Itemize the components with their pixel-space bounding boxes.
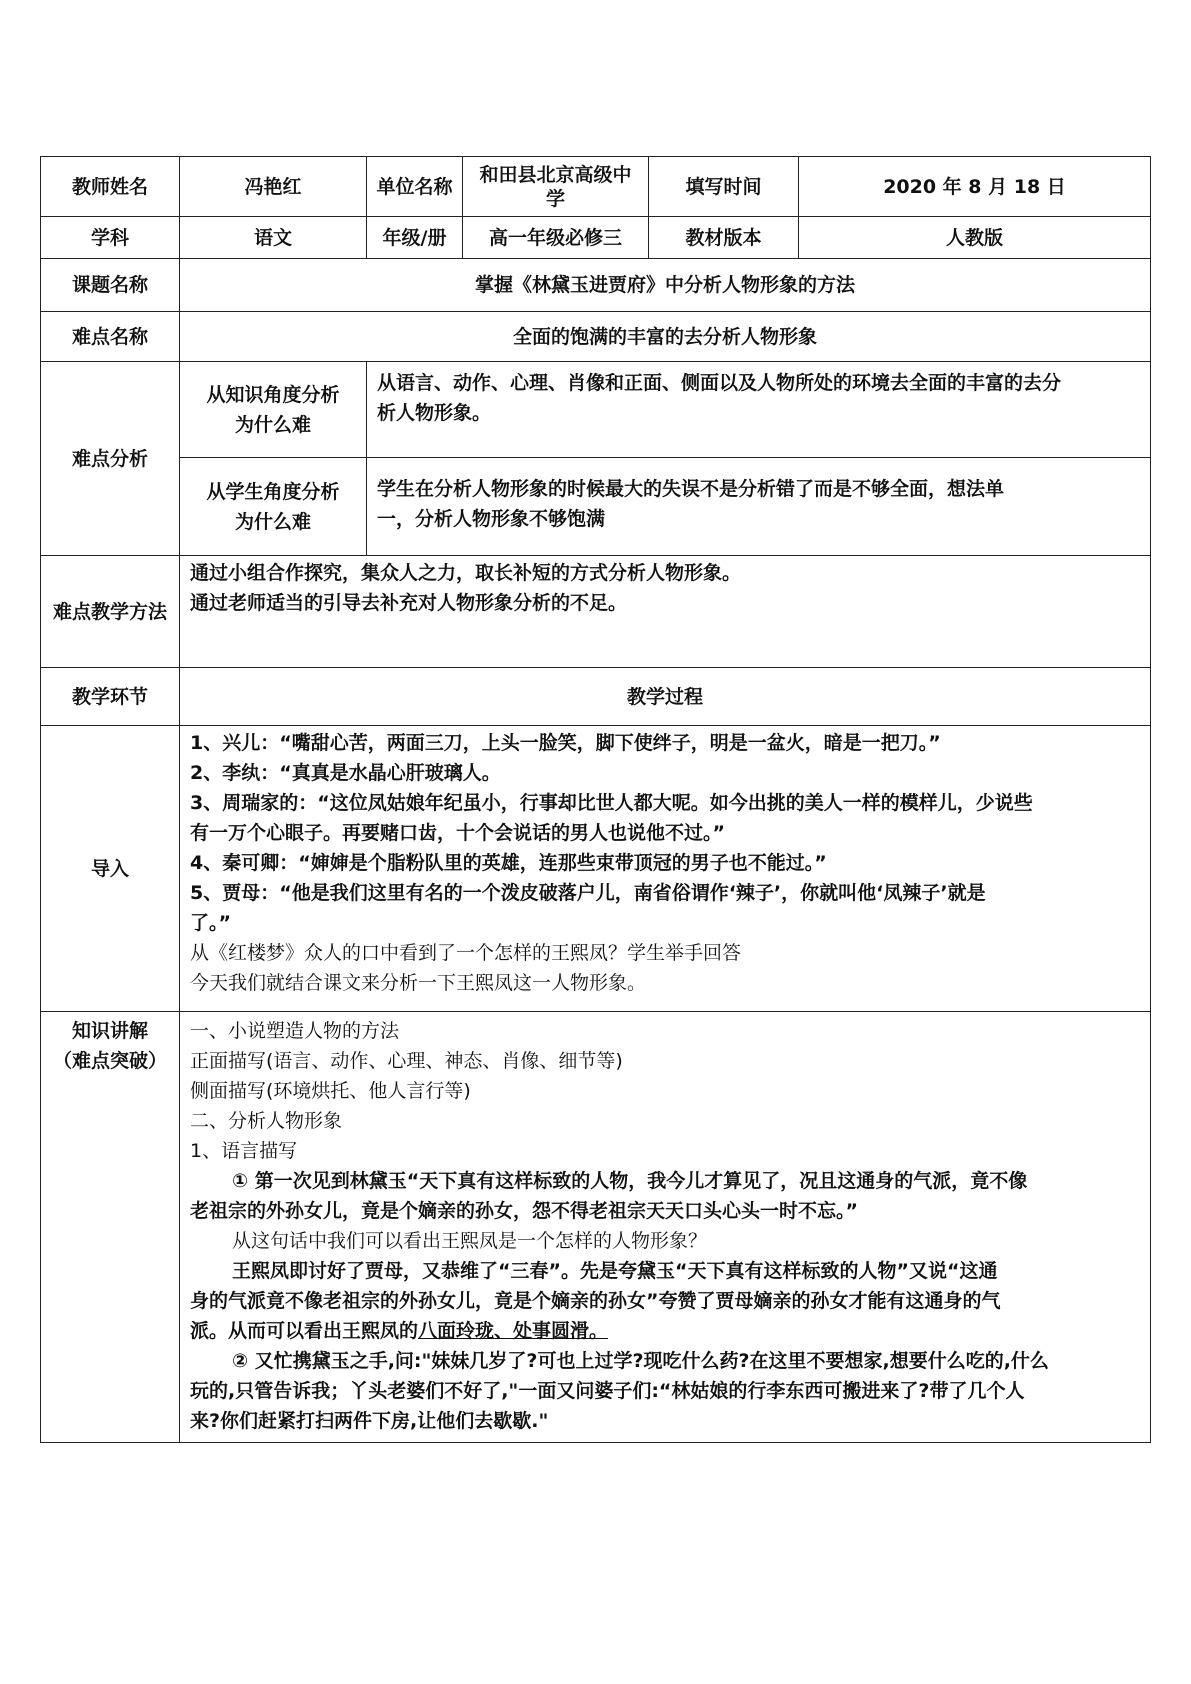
method-label: 难点教学方法 <box>41 556 180 668</box>
text-line: 老祖宗的外孙女儿，竟是个嫡亲的孙女，怨不得老祖宗天天口头心头一时不忘。” <box>190 1200 858 1222</box>
teacher-name-value: 冯艳红 <box>180 157 367 217</box>
text-line: 从《红楼梦》众人的口中看到了一个怎样的王熙凤？学生举手回答 <box>190 942 742 964</box>
text-line: ① 第一次见到林黛玉“天下真有这样标致的人物，我今儿才算见了，况且这通身的气派，竟不像 <box>232 1170 1028 1192</box>
knowledge-angle-label: 从知识角度分析为什么难 <box>180 362 367 458</box>
text-line: 来?你们赶紧打扫两件下房,让他们去歇歇." <box>190 1410 549 1432</box>
text-line: 1、兴儿：“嘴甜心苦，两面三刀，上头一脸笑，脚下使绊子，明是一盆火，暗是一把刀。” <box>190 732 941 754</box>
difficulty-label: 难点名称 <box>41 312 180 362</box>
topic-label: 课题名称 <box>41 259 180 312</box>
text-line: 身的气派竟不像老祖宗的外孙女儿，竟是个嫡亲的孙女”夸赞了贾母嫡亲的孙女才能有这通身的气 <box>190 1290 1001 1312</box>
text-line: 3、周瑞家的：“这位凤姑娘年纪虽小，行事却比世人都大呢。如今出挑的美人一样的模样儿，少说些 <box>190 792 1033 814</box>
grade-label: 年级/册 <box>367 217 463 259</box>
analysis-label: 难点分析 <box>41 362 180 556</box>
knowledge-label-line2: （难点突破） <box>52 1050 167 1072</box>
topic-value: 掌握《林黛玉进贾府》中分析人物形象的方法 <box>180 259 1151 312</box>
text-line: 析人物形象。 <box>377 402 492 424</box>
lesson-plan-table <box>40 156 1151 1443</box>
text-line: 1、语言描写 <box>190 1140 298 1162</box>
info-row-1 <box>41 157 1151 217</box>
edition-value: 人教版 <box>799 217 1151 259</box>
text-line <box>190 1316 1140 1346</box>
text-line: 有一万个心眼子。再要赌口齿，十个会说话的男人也说他不过。” <box>190 822 725 844</box>
intro-row <box>41 726 1151 1012</box>
difficulty-row <box>41 312 1151 362</box>
lesson-plan-document <box>40 156 1150 1443</box>
unit-name-label: 单位名称 <box>367 157 463 217</box>
grade-value: 高一年级必修三 <box>463 217 649 259</box>
text-line: 通过小组合作探究，集众人之力，取长补短的方式分析人物形象。 <box>190 562 742 584</box>
underlined-conclusion: 八面玲珑、处事圆滑。 <box>418 1320 609 1342</box>
knowledge-text <box>180 1012 1151 1443</box>
teacher-name-label: 教师姓名 <box>41 157 180 217</box>
text-line: 一，分析人物形象不够饱满 <box>377 508 606 530</box>
text-line: 5、贾母：“他是我们这里有名的一个泼皮破落户儿，南省俗谓作‘辣子’，你就叫他‘凤辣子’就是 <box>190 882 986 904</box>
text-line: ② 又忙携黛玉之手,问:"妹妹几岁了?可也上过学?现吃什么药?在这里不要想家,想要什么吃的,什么 <box>232 1350 1049 1372</box>
text-line: 今天我们就结合课文来分析一下王熙凤这一人物形象。 <box>190 972 647 994</box>
edition-label: 教材版本 <box>649 217 799 259</box>
info-row-2 <box>41 217 1151 259</box>
method-text <box>180 556 1151 668</box>
student-angle-label: 从学生角度分析为什么难 <box>180 458 367 556</box>
fill-time-value: 2020 年 8 月 18 日 <box>799 157 1151 217</box>
text-line: 侧面描写(环境烘托、他人言行等) <box>190 1080 471 1102</box>
text-line: 从这句话中我们可以看出王熙凤是一个怎样的人物形象？ <box>232 1230 708 1252</box>
text-line: 2、李纨：“真真是水晶心肝玻璃人。 <box>190 762 501 784</box>
text-line: 王熙凤即讨好了贾母，又恭维了“三春”。先是夸黛玉“天下真有这样标致的人物”又说“这通 <box>232 1260 998 1282</box>
text-line: 从语言、动作、心理、肖像和正面、侧面以及人物所处的环境去全面的丰富的去分 <box>377 372 1062 394</box>
process-header-row <box>41 668 1151 726</box>
text-line: 4、秦可卿：“婶婶是个脂粉队里的英雄，连那些束带顶冠的男子也不能过。” <box>190 852 827 874</box>
topic-row <box>41 259 1151 312</box>
intro-text <box>180 726 1151 1012</box>
text-line: 一、小说塑造人物的方法 <box>190 1020 400 1042</box>
student-angle-text <box>367 458 1151 556</box>
text-line: 学生在分析人物形象的时候最大的失误不是分析错了而是不够全面，想法单 <box>377 478 1005 500</box>
text-line: 正面描写(语言、动作、心理、神态、肖像、细节等) <box>190 1050 623 1072</box>
text-fragment: 派。从而可以看出王熙凤的 <box>190 1320 419 1342</box>
subject-value: 语文 <box>180 217 367 259</box>
analysis-row-knowledge <box>41 362 1151 458</box>
subject-label: 学科 <box>41 217 180 259</box>
process-content-header: 教学过程 <box>180 668 1151 726</box>
intro-label: 导入 <box>41 726 180 1012</box>
fill-time-label: 填写时间 <box>649 157 799 217</box>
analysis-row-student <box>41 458 1151 556</box>
text-line: 二、分析人物形象 <box>190 1110 343 1132</box>
text-line: 玩的,只管告诉我；丫头老婆们不好了,"一面又问婆子们:“林姑娘的行李东西可搬进来了?带了几个人 <box>190 1380 1025 1402</box>
knowledge-row <box>41 1012 1151 1443</box>
difficulty-value: 全面的饱满的丰富的去分析人物形象 <box>180 312 1151 362</box>
knowledge-angle-text <box>367 362 1151 458</box>
knowledge-label-line1: 知识讲解 <box>71 1020 148 1042</box>
process-stage-header: 教学环节 <box>41 668 180 726</box>
unit-name-value: 和田县北京高级中学 <box>463 157 649 217</box>
knowledge-label <box>41 1012 180 1443</box>
text-line: 通过老师适当的引导去补充对人物形象分析的不足。 <box>190 592 628 614</box>
method-row <box>41 556 1151 668</box>
text-line: 了。” <box>190 912 231 934</box>
